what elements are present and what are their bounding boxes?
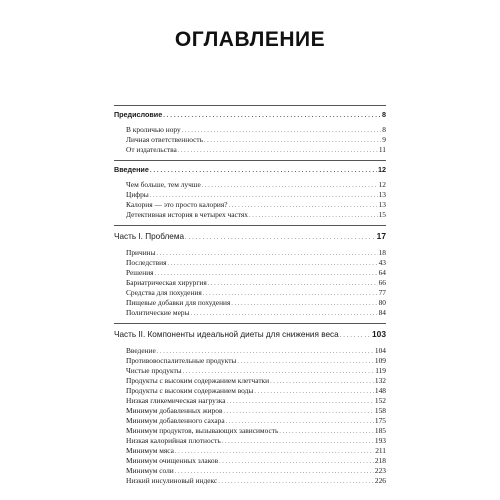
toc-entry[interactable] xyxy=(114,200,386,210)
toc-entry-page: 80 xyxy=(378,298,386,307)
dot-leader xyxy=(150,163,377,178)
toc-section xyxy=(114,160,386,225)
toc-entry-page: 158 xyxy=(374,406,386,415)
toc-heading-page: 8 xyxy=(382,110,386,119)
toc-heading-label: Часть I. Проблема xyxy=(114,232,185,241)
toc-entry[interactable] xyxy=(114,346,386,356)
toc-entry-page: 152 xyxy=(374,396,386,405)
toc-entry[interactable] xyxy=(114,210,386,220)
toc-entry[interactable] xyxy=(114,446,386,456)
toc-entry-label: Бариатрическая хирургия xyxy=(126,278,207,287)
toc-entry-label: Низкая калорийная плотность xyxy=(126,436,221,445)
toc-entry-page: 218 xyxy=(374,456,386,465)
toc-heading-page: 12 xyxy=(378,165,386,174)
toc-entry-label: Минимум добавленных жиров xyxy=(126,406,223,415)
toc-entry-label: Решения xyxy=(126,268,154,277)
dot-leader xyxy=(178,145,378,156)
toc-entry[interactable] xyxy=(114,426,386,436)
toc-entry-page: 104 xyxy=(374,346,386,355)
toc-entry[interactable] xyxy=(114,416,386,426)
toc-entry-page: 223 xyxy=(374,466,386,475)
toc-entry[interactable] xyxy=(114,248,386,258)
toc-entry-page: 8 xyxy=(382,125,386,134)
toc-entry-label: Детективная история в четырех частях xyxy=(126,210,248,219)
toc-entry-page: 211 xyxy=(375,446,386,455)
toc-entry[interactable] xyxy=(114,466,386,476)
dot-leader xyxy=(163,108,381,123)
toc-entry-label: От издательства xyxy=(126,145,177,154)
toc-entry[interactable] xyxy=(114,476,386,486)
toc-entry-page: 66 xyxy=(378,278,386,287)
toc-entry-page: 132 xyxy=(374,376,386,385)
toc-entry-page: 84 xyxy=(378,308,386,317)
toc-entry[interactable] xyxy=(114,135,386,145)
toc-entry-page: 12 xyxy=(378,180,386,189)
toc-entry-label: Калория — это просто калория? xyxy=(126,200,228,209)
toc-entry-page: 18 xyxy=(378,248,386,257)
toc-entry-label: Личная ответственность xyxy=(126,135,203,144)
toc-entry-label: Минимум продуктов, вызывающих зависимость xyxy=(126,426,279,435)
toc-heading[interactable] xyxy=(114,229,386,244)
toc-section xyxy=(114,105,386,160)
toc-entry-page: 64 xyxy=(378,268,386,277)
section-divider xyxy=(114,225,386,226)
toc-entry-page: 13 xyxy=(378,200,386,209)
toc-entry[interactable] xyxy=(114,406,386,416)
toc-entry-page: 193 xyxy=(374,436,386,445)
toc-entry[interactable] xyxy=(114,268,386,278)
toc-heading-label: Предисловие xyxy=(114,110,163,119)
toc-entry-label: Пищевые добавки для похудения xyxy=(126,298,231,307)
toc-entry-label: Чем больше, тем лучше xyxy=(126,180,201,189)
toc-entry-label: Низкая гликемическая нагрузка xyxy=(126,396,226,405)
toc-entry-label: Противовоспалительные продукты xyxy=(126,356,237,365)
toc-entry-label: Средства для похудения xyxy=(126,288,202,297)
toc-heading-label: Введение xyxy=(114,165,149,174)
dot-leader xyxy=(191,308,378,319)
toc-entry-page: 119 xyxy=(375,366,386,375)
toc-entry[interactable] xyxy=(114,386,386,396)
toc-entry-label: Минимум мяса xyxy=(126,446,174,455)
toc-entry-page: 175 xyxy=(374,416,386,425)
toc-entry[interactable] xyxy=(114,125,386,135)
toc-entry[interactable] xyxy=(114,396,386,406)
toc-entry-page: 185 xyxy=(374,426,386,435)
toc-entry-page: 13 xyxy=(378,190,386,199)
section-divider xyxy=(114,323,386,324)
toc-entry-label: Цифры xyxy=(126,190,149,199)
toc-entry-page: 148 xyxy=(374,386,386,395)
toc-entry-label: Низкий инсулиновый индекс xyxy=(126,476,218,485)
dot-leader xyxy=(218,476,374,487)
toc-entry-page: 43 xyxy=(378,258,386,267)
toc-entry[interactable] xyxy=(114,190,386,200)
toc-entry[interactable] xyxy=(114,456,386,466)
toc-entry[interactable] xyxy=(114,356,386,366)
toc-entry[interactable] xyxy=(114,288,386,298)
table-of-contents xyxy=(114,105,386,491)
toc-entry[interactable] xyxy=(114,278,386,288)
toc-entry-page: 226 xyxy=(374,476,386,485)
toc-entry-label: Введение xyxy=(126,346,156,355)
section-divider xyxy=(114,160,386,161)
toc-entry-label: Минимум очищенных злаков xyxy=(126,456,219,465)
toc-entry[interactable] xyxy=(114,258,386,268)
toc-entry[interactable] xyxy=(114,180,386,190)
toc-entry[interactable] xyxy=(114,298,386,308)
toc-entry[interactable] xyxy=(114,145,386,155)
toc-entry[interactable] xyxy=(114,308,386,318)
dot-leader xyxy=(185,229,376,246)
toc-entry-label: Продукты с высоким содержанием воды xyxy=(126,386,254,395)
toc-section xyxy=(114,225,386,323)
toc-entry-page: 15 xyxy=(378,210,386,219)
toc-entry[interactable] xyxy=(114,376,386,386)
toc-heading[interactable] xyxy=(114,163,386,176)
toc-heading-page: 17 xyxy=(376,231,386,241)
toc-heading[interactable] xyxy=(114,108,386,121)
toc-entry-label: Последствия xyxy=(126,258,167,267)
toc-entry-label: Минимум соли xyxy=(126,466,174,475)
toc-entry-page: 11 xyxy=(378,145,386,154)
dot-leader xyxy=(249,210,378,221)
toc-entry-label: Причины xyxy=(126,248,156,257)
toc-entry-page: 109 xyxy=(374,356,386,365)
toc-entry-label: Чистые продукты xyxy=(126,366,182,375)
toc-heading-page: 103 xyxy=(372,329,386,339)
toc-entry-label: Продукты с высоким содержанием клетчатки xyxy=(126,376,270,385)
toc-entry-page: 77 xyxy=(378,288,386,297)
toc-entry[interactable] xyxy=(114,436,386,446)
toc-entry-label: Политические меры xyxy=(126,308,190,317)
dot-leader xyxy=(340,327,371,344)
toc-entry[interactable] xyxy=(114,366,386,376)
toc-heading[interactable] xyxy=(114,327,386,342)
toc-heading-label: Часть II. Компоненты идеальной диеты для снижения веса xyxy=(114,330,339,339)
page-title: ОГЛАВЛЕНИЕ xyxy=(174,28,326,51)
toc-entry-label: В кроличью нору xyxy=(126,125,181,134)
toc-entry-label: Минимум добавленного сахара xyxy=(126,416,225,425)
section-divider xyxy=(114,105,386,106)
toc-section xyxy=(114,323,386,491)
toc-entry-page: 9 xyxy=(382,135,386,144)
